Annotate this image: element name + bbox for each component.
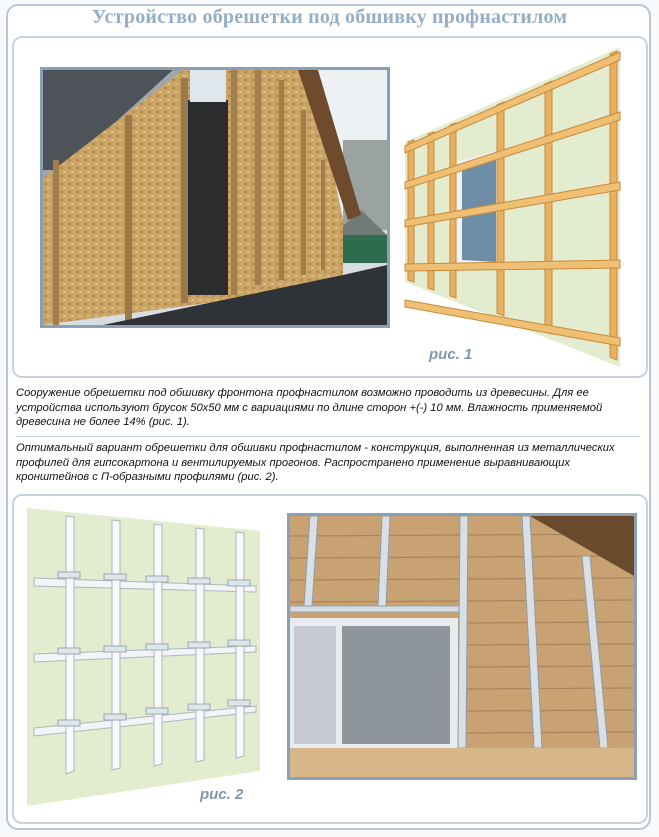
figure-1-caption: рис. 1 xyxy=(429,346,473,363)
divider xyxy=(16,436,640,437)
page-title: Устройство обрешетки под обшивку профнастилом xyxy=(91,6,568,28)
wooden-lathing-diagram xyxy=(400,42,630,372)
wood-siding-metal-image xyxy=(290,516,634,777)
figure-2-caption: рис. 2 xyxy=(200,786,244,803)
osb-house-photo xyxy=(40,67,390,328)
osb-house-image xyxy=(43,70,387,325)
paragraph-wood-lathing: Сооружение обрешетки под обшивку фронтона профнастилом возможно проводить из древесины. Для ее устройства используют брусок 50х50 мм с вариациями по длине сторон +(-) 10 мм. Влажность применяемой древесина не более 14% (рис. 1). xyxy=(16,387,603,428)
metal-profiles-photo xyxy=(287,513,637,780)
paragraph-metal-profiles: Оптимальный вариант обрешетки для обшивки профнастилом - конструкция, выполненная из металлических профилей для гипсокартона и вентилируемых прогонов. Распространено применение выравнивающих кронштейнов с П-образными профилями (рис. 2). xyxy=(16,442,615,483)
metal-profile-diagram xyxy=(24,506,264,811)
